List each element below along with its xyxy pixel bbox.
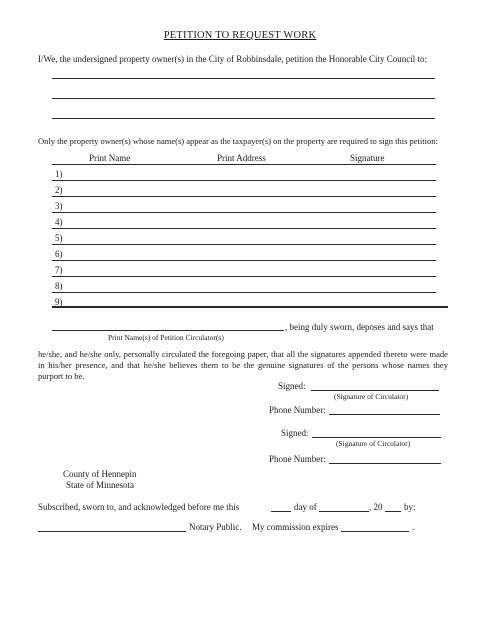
signature-caption: (Signature of Circulator) xyxy=(334,392,409,401)
request-line-3[interactable] xyxy=(52,118,435,119)
signature-row-line[interactable] xyxy=(52,260,436,261)
row-number: 9) xyxy=(55,297,63,307)
month-line[interactable] xyxy=(319,511,369,512)
circulator-name-caption: Print Name(s) of Petition Circulator(s) xyxy=(108,333,224,342)
signature-row-line[interactable] xyxy=(52,196,436,197)
signed-label: Signed: xyxy=(278,381,306,391)
notary-signature-line[interactable] xyxy=(38,531,186,532)
row-number: 3) xyxy=(55,201,63,211)
circulator-signature-line-1[interactable] xyxy=(311,390,439,391)
column-print-address: Print Address xyxy=(217,153,266,163)
notary-public-text: Notary Public. xyxy=(189,522,242,532)
circulator-name-line[interactable] xyxy=(52,330,284,331)
signature-row-line[interactable] xyxy=(52,212,436,213)
row-number: 8) xyxy=(55,281,63,291)
signed-label: Signed: xyxy=(281,428,309,438)
by-text: by: xyxy=(404,502,416,512)
commission-text: My commission expires xyxy=(252,522,339,532)
day-of-text: day of xyxy=(294,502,317,512)
phone-number-line-2[interactable] xyxy=(329,463,441,464)
row-number: 6) xyxy=(55,249,63,259)
subscribed-text: Subscribed, sworn to, and acknowledged before me this xyxy=(38,502,240,512)
request-line-2[interactable] xyxy=(52,98,435,99)
row-number: 7) xyxy=(55,265,63,275)
row-number: 4) xyxy=(55,217,63,227)
commission-expires-line[interactable] xyxy=(341,531,409,532)
signature-row-line[interactable] xyxy=(52,244,436,245)
phone-number-line-1[interactable] xyxy=(329,414,440,415)
column-print-name: Print Name xyxy=(89,153,131,163)
header-line xyxy=(52,164,436,165)
signature-row-line[interactable] xyxy=(52,228,436,229)
year-prefix-text: , 20 xyxy=(369,502,383,512)
signature-row-line[interactable] xyxy=(52,180,436,181)
circulator-statement: he/she, and he/she only, personally circulated the foregoing paper, that all the signatures appended thereto were made in his/her presence, and that he/she believes them to be the genuine signatures of the persons whose names they purport to be. xyxy=(38,349,448,381)
page-title: PETITION TO REQUEST WORK xyxy=(163,30,317,41)
owners-note: Only the property owner(s) whose name(s) appear as the taxpayer(s) on the property are required to sign this petition: xyxy=(38,136,438,146)
phone-label: Phone Number: xyxy=(269,405,326,415)
request-line-1[interactable] xyxy=(52,78,435,79)
column-signature: Signature xyxy=(350,153,385,163)
circulator-signature-line-2[interactable] xyxy=(312,437,441,438)
intro-text: I/We, the undersigned property owner(s) in the City of Robbinsdale, petition the Honorable City Council to: xyxy=(38,54,427,64)
period-text: . xyxy=(412,522,415,532)
phone-label: Phone Number: xyxy=(269,454,326,464)
state-text: State of Minnesota xyxy=(66,480,134,490)
signature-caption: (Signature of Circulator) xyxy=(336,439,411,448)
row-number: 2) xyxy=(55,185,63,195)
signature-row-line[interactable] xyxy=(52,306,448,308)
row-number: 1) xyxy=(55,169,63,179)
year-line[interactable] xyxy=(385,511,401,512)
county-text: County of Hennepin xyxy=(63,469,137,479)
signature-row-line[interactable] xyxy=(52,292,436,293)
sworn-text: , being duly sworn, deposes and says that xyxy=(285,322,434,332)
day-line[interactable] xyxy=(271,511,291,512)
row-number: 5) xyxy=(55,233,63,243)
signature-row-line[interactable] xyxy=(52,276,436,277)
